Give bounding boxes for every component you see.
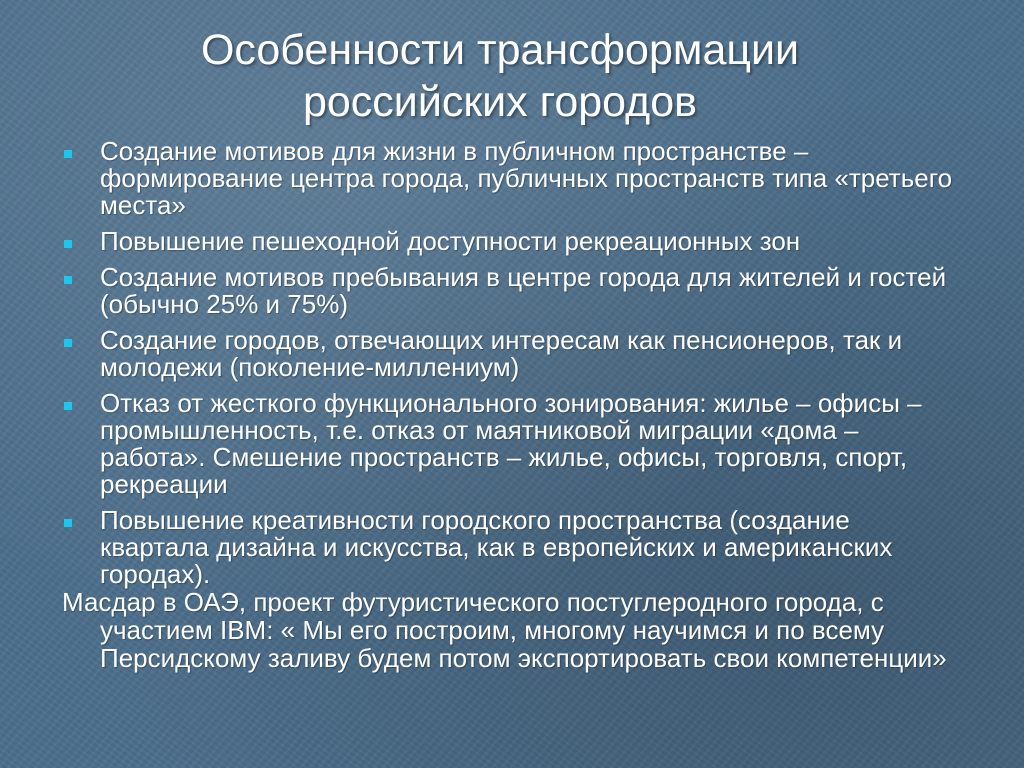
bullet-list (62, 138, 962, 597)
bullet-text: Создание городов, отвечающих интересам как пенсионеров, так и молодежи (поколение-миллениум) (100, 325, 903, 382)
square-bullet-icon (64, 339, 72, 347)
bullet-item (62, 507, 962, 588)
square-bullet-icon (64, 402, 72, 410)
square-bullet-icon (64, 240, 72, 248)
bullet-item (62, 228, 962, 255)
bullet-item (62, 264, 962, 318)
bullet-text: Повышение креативности городского пространства (создание квартала дизайна и искусства, как в европейских и американских городах). (100, 505, 893, 589)
bullet-text: Повышение пешеходной доступности рекреационных зон (100, 226, 801, 256)
bullet-text: Создание мотивов для жизни в публичном пространстве – формирование центра города, публичных пространств типа «третьего места» (100, 136, 953, 220)
square-bullet-icon (64, 519, 72, 527)
bullet-item (62, 327, 962, 381)
bullet-item (62, 138, 962, 219)
slide-title-line-2: российских городов (302, 78, 698, 126)
bullet-text: Отказ от жесткого функционального зонирования: жилье – офисы – промышленность, т.е. отказ от маятниковой миграции «дома – работа». Смешение пространств – жилье, офисы, торговля, спорт, рекреации (100, 388, 922, 499)
slide-title-line-1: Особенности трансформации (200, 26, 800, 74)
bullet-text: Создание мотивов пребывания в центре города для жителей и гостей (обычно 25% и 75%) (100, 262, 947, 319)
square-bullet-icon (64, 150, 72, 158)
square-bullet-icon (64, 276, 72, 284)
slide-title (120, 24, 880, 128)
masdar-note: Масдар в ОАЭ, проект футуристического постуглеродного города, с участием IBM: « Мы его построим, многому научимся и по всему Персидскому заливу будем потом экспортировать свои компетенции» (62, 587, 947, 673)
bullet-item (62, 390, 962, 498)
